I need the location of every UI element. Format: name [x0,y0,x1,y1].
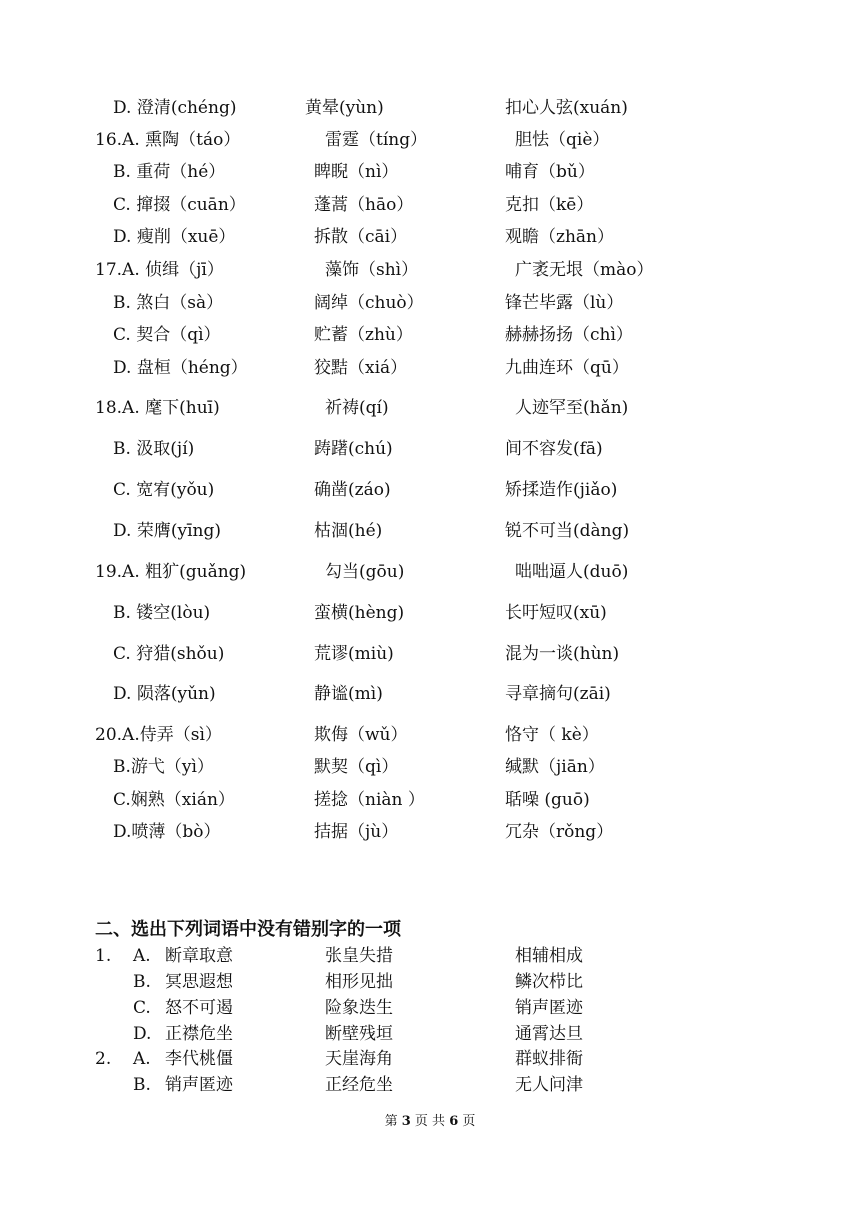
pinyin-item: 寻章摘句(zāi) [505,684,611,704]
pinyin-item: 默契（qì） [314,757,399,777]
pinyin-item: 观瞻（zhān） [505,227,614,247]
pinyin-item: B. 煞白（sà） [113,293,224,313]
idiom-item: 相形见拙 [325,972,393,992]
pinyin-item: 19.A. 粗犷(guǎng) [95,562,247,582]
pinyin-item: 18.A. 麾下(huī) [95,398,220,418]
pinyin-item: 克扣（kē） [505,195,594,215]
pinyin-item: D. 瘦削（xuē） [113,227,236,247]
idiom-item: 销声匿迹 [165,1075,233,1095]
pinyin-row [0,93,860,123]
pinyin-item: 睥睨（nì） [314,162,399,182]
page-footer [0,1112,860,1132]
option-letter: B. [133,1075,151,1095]
footer-middle: 页 共 [414,1114,446,1129]
typo-row [0,1046,860,1072]
pinyin-item: 间不容发(fā) [505,439,603,459]
pinyin-item: 广袤无垠（mào） [515,260,654,280]
pinyin-item: D.喷薄（bò） [113,822,221,842]
pinyin-row [0,679,860,709]
pinyin-item: C.娴熟（xián） [113,790,235,810]
idiom-item: 销声匿迹 [515,998,583,1018]
question-number: 2. [95,1049,112,1069]
footer-total-pages: 6 [449,1114,459,1129]
idiom-item: 怒不可遏 [165,998,233,1018]
pinyin-item: B. 汲取(jí) [113,439,195,459]
pinyin-item: 16.A. 熏陶（táo） [95,130,241,150]
typo-row [0,969,860,995]
pinyin-item: D. 陨落(yǔn) [113,684,216,704]
pinyin-item: 搓捻（niàn ） [314,790,425,810]
pinyin-item: 混为一谈(hùn) [505,644,620,664]
pinyin-row [0,598,860,628]
pinyin-row [0,639,860,669]
pinyin-item: C. 狩猎(shǒu) [113,644,225,664]
idiom-item: 李代桃僵 [165,1049,233,1069]
pinyin-item: B. 重荷（hé） [113,162,226,182]
idiom-item: 冥思遐想 [165,972,233,992]
pinyin-item: 胆怯（qiè） [515,130,610,150]
pinyin-item: 20.A.侍弄（sì） [95,725,222,745]
pinyin-item: 欺侮（wǔ） [314,725,408,745]
section-title: 二、选出下列词语中没有错别字的一项 [95,919,401,940]
pinyin-item: 荒谬(miù) [314,644,394,664]
idiom-item: 无人问津 [515,1075,583,1095]
pinyin-item: 静谧(mì) [314,684,383,704]
pinyin-item: D. 澄清(chéng) [113,98,237,118]
pinyin-row [0,288,860,318]
pinyin-item: 雷霆（tíng） [325,130,428,150]
idiom-item: 断章取意 [165,946,233,966]
pinyin-item: 矫揉造作(jiǎo) [505,480,618,500]
pinyin-item: 冗杂（rǒng） [505,822,614,842]
question-number: 1. [95,946,112,966]
pinyin-item: 人迹罕至(hǎn) [515,398,629,418]
typo-row [0,1021,860,1047]
pinyin-row [0,785,860,815]
idiom-item: 相辅相成 [515,946,583,966]
pinyin-item: 藻饰（shì） [325,260,419,280]
pinyin-item: 勾当(gōu) [325,562,405,582]
pinyin-item: 黄晕(yùn) [305,98,384,118]
idiom-item: 天崖海角 [325,1049,393,1069]
pinyin-item: 蛮横(hèng) [314,603,405,623]
pinyin-item: D. 盘桓（héng） [113,358,248,378]
pinyin-row [0,752,860,782]
pinyin-item: 狡黠（xiá） [314,358,408,378]
idiom-item: 群蚁排衙 [515,1049,583,1069]
pinyin-row [0,125,860,155]
pinyin-item: 哺育（bǔ） [505,162,595,182]
pinyin-item: 赫赫扬扬（chì） [505,325,633,345]
pinyin-item: D. 荣膺(yīng) [113,521,221,541]
idiom-item: 断壁残垣 [325,1024,393,1044]
option-letter: A. [133,946,151,966]
option-letter: A. [133,1049,151,1069]
pinyin-row [0,222,860,252]
pinyin-item: 枯涸(hé) [314,521,383,541]
pinyin-row [0,817,860,847]
pinyin-item: 咄咄逼人(duō) [515,562,629,582]
pinyin-item: 踌躇(chú) [314,439,393,459]
typo-row [0,995,860,1021]
pinyin-item: 长吁短叹(xū) [505,603,607,623]
footer-suffix: 页 [462,1114,476,1129]
typo-row [0,1072,860,1098]
pinyin-item: 确凿(záo) [314,480,391,500]
pinyin-item: 贮蓄（zhù） [314,325,413,345]
pinyin-item: C. 契合（qì） [113,325,221,345]
pinyin-item: 聒噪 (guō) [505,790,590,810]
pinyin-item: 祈祷(qí) [325,398,389,418]
pinyin-row [0,353,860,383]
pinyin-item: B. 镂空(lòu) [113,603,211,623]
pinyin-row [0,157,860,187]
option-letter: B. [133,972,151,992]
typo-row [0,943,860,969]
idiom-item: 正襟危坐 [165,1024,233,1044]
pinyin-item: B.游弋（yì） [113,757,214,777]
pinyin-item: C. 宽宥(yǒu) [113,480,215,500]
idiom-item: 险象迭生 [325,998,393,1018]
footer-page-number: 3 [401,1114,411,1129]
pinyin-row [0,393,860,423]
pinyin-row [0,190,860,220]
pinyin-row [0,434,860,464]
pinyin-item: 拮据（jù） [314,822,399,842]
pinyin-row [0,720,860,750]
idiom-item: 张皇失措 [325,946,393,966]
pinyin-row [0,320,860,350]
pinyin-row [0,255,860,285]
pinyin-item: 蓬蒿（hāo） [314,195,414,215]
pinyin-item: 九曲连环（qū） [505,358,629,378]
pinyin-row [0,516,860,546]
pinyin-item: 缄默（jiān） [505,757,605,777]
idiom-item: 通霄达旦 [515,1024,583,1044]
option-letter: D. [133,1024,152,1044]
footer-prefix: 第 [384,1114,398,1129]
idiom-item: 鳞次栉比 [515,972,583,992]
pinyin-item: 锐不可当(dàng) [505,521,630,541]
pinyin-row [0,475,860,505]
pinyin-item: 恪守（ kè） [505,725,599,745]
pinyin-item: 阔绰（chuò） [314,293,424,313]
pinyin-item: 锋芒毕露（lù） [505,293,624,313]
pinyin-row [0,557,860,587]
pinyin-item: 17.A. 侦缉（jī） [95,260,224,280]
idiom-item: 正经危坐 [325,1075,393,1095]
pinyin-item: 拆散（cāi） [314,227,408,247]
option-letter: C. [133,998,151,1018]
pinyin-item: 扣心人弦(xuán) [505,98,628,118]
pinyin-item: C. 撺掇（cuān） [113,195,246,215]
